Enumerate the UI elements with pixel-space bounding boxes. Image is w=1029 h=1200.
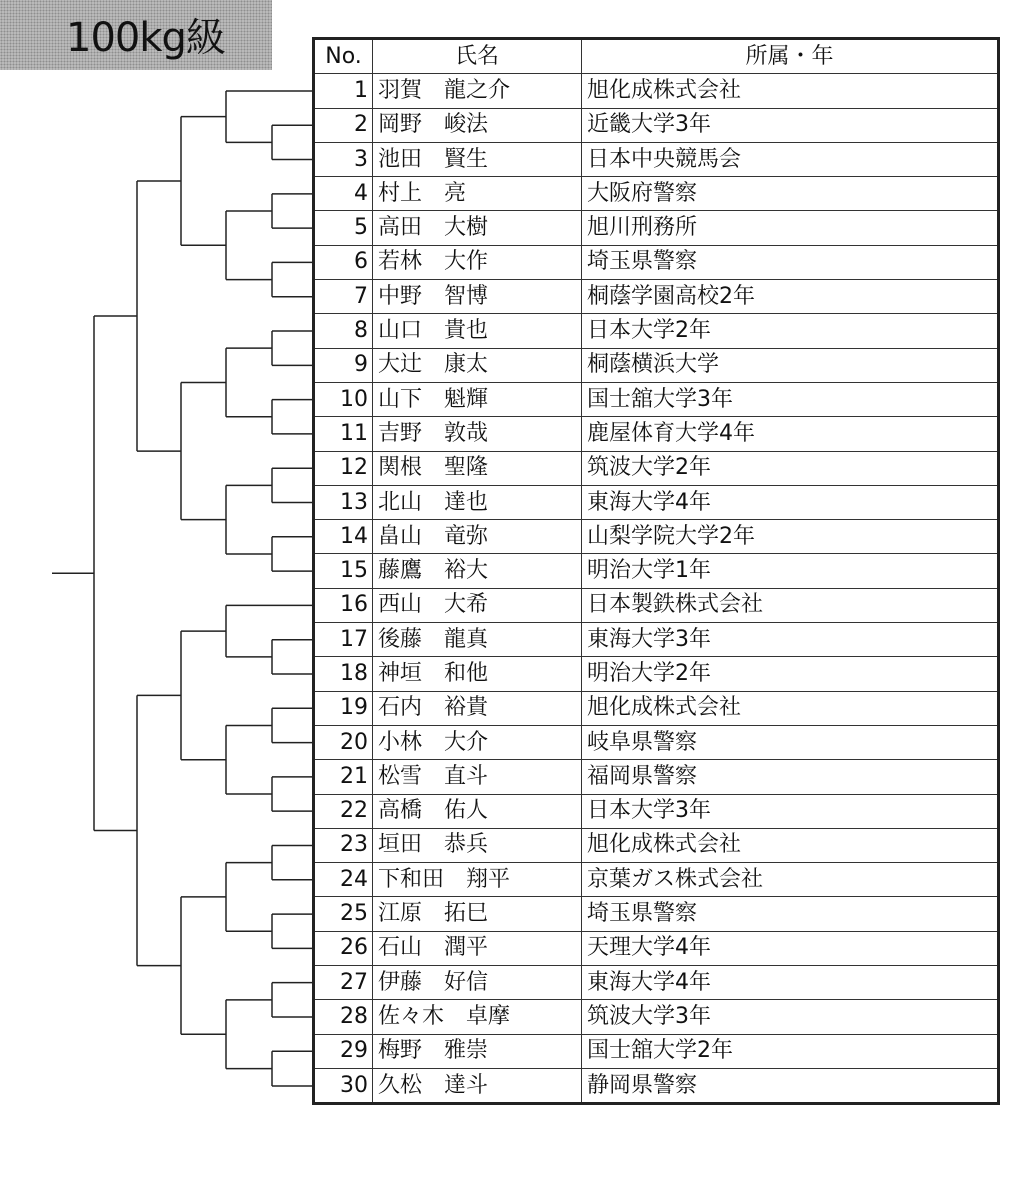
entry-number: 14	[314, 520, 373, 554]
entry-name: 垣田 恭兵	[373, 828, 582, 862]
entry-row	[314, 657, 999, 691]
entry-row	[314, 417, 999, 451]
entry-name: 小林 大介	[373, 725, 582, 759]
entry-name: 池田 賢生	[373, 142, 582, 176]
entry-affiliation: 旭化成株式会社	[582, 828, 999, 862]
entry-name: 中野 智博	[373, 280, 582, 314]
header-row	[314, 39, 999, 74]
entry-row	[314, 691, 999, 725]
entry-row	[314, 623, 999, 657]
entry-row	[314, 1068, 999, 1103]
entry-name: 西山 大希	[373, 588, 582, 622]
entry-name: 北山 達也	[373, 485, 582, 519]
entry-number: 29	[314, 1034, 373, 1068]
entry-name: 畠山 竜弥	[373, 520, 582, 554]
entry-row	[314, 245, 999, 279]
entry-name: 石山 潤平	[373, 931, 582, 965]
entry-affiliation: 桐蔭学園高校2年	[582, 280, 999, 314]
entry-row	[314, 966, 999, 1000]
entry-number: 30	[314, 1068, 373, 1103]
entry-number: 26	[314, 931, 373, 965]
entry-affiliation: 鹿屋体育大学4年	[582, 417, 999, 451]
entry-affiliation: 旭化成株式会社	[582, 691, 999, 725]
header-name: 氏名	[373, 39, 582, 74]
entry-number: 11	[314, 417, 373, 451]
entry-number: 24	[314, 863, 373, 897]
entry-affiliation: 埼玉県警察	[582, 245, 999, 279]
entry-name: 村上 亮	[373, 177, 582, 211]
entry-affiliation: 山梨学院大学2年	[582, 520, 999, 554]
entry-number: 1	[314, 74, 373, 108]
entry-row	[314, 897, 999, 931]
entry-name: 石内 裕貴	[373, 691, 582, 725]
entry-row	[314, 863, 999, 897]
entry-name: 佐々木 卓摩	[373, 1000, 582, 1034]
entry-affiliation: 日本大学2年	[582, 314, 999, 348]
entry-affiliation: 京葉ガス株式会社	[582, 863, 999, 897]
entry-row	[314, 520, 999, 554]
entry-row	[314, 142, 999, 176]
entry-affiliation: 日本製鉄株式会社	[582, 588, 999, 622]
entry-row	[314, 588, 999, 622]
entry-name: 後藤 龍真	[373, 623, 582, 657]
entry-number: 20	[314, 725, 373, 759]
entry-row	[314, 1000, 999, 1034]
entry-affiliation: 筑波大学3年	[582, 1000, 999, 1034]
entry-number: 25	[314, 897, 373, 931]
weight-class-title: 100kg級	[66, 15, 225, 61]
entry-row	[314, 554, 999, 588]
header-affiliation: 所属・年	[582, 39, 999, 74]
entry-affiliation: 旭化成株式会社	[582, 74, 999, 108]
entry-number: 3	[314, 142, 373, 176]
entry-number: 28	[314, 1000, 373, 1034]
entry-name: 神垣 和他	[373, 657, 582, 691]
entry-number: 13	[314, 485, 373, 519]
entry-affiliation: 岐阜県警察	[582, 725, 999, 759]
entry-number: 7	[314, 280, 373, 314]
entry-affiliation: 福岡県警察	[582, 760, 999, 794]
entry-number: 22	[314, 794, 373, 828]
entry-name: 高橋 佑人	[373, 794, 582, 828]
entry-affiliation: 大阪府警察	[582, 177, 999, 211]
header-no: No.	[314, 39, 373, 74]
entry-row	[314, 794, 999, 828]
entry-row	[314, 280, 999, 314]
entry-name: 岡野 峻法	[373, 108, 582, 142]
entry-affiliation: 埼玉県警察	[582, 897, 999, 931]
entry-name: 江原 拓巳	[373, 897, 582, 931]
entry-number: 18	[314, 657, 373, 691]
entry-name: 山口 貴也	[373, 314, 582, 348]
entry-number: 4	[314, 177, 373, 211]
entry-number: 12	[314, 451, 373, 485]
entry-number: 17	[314, 623, 373, 657]
entry-name: 関根 聖隆	[373, 451, 582, 485]
entry-affiliation: 国士舘大学2年	[582, 1034, 999, 1068]
entry-name: 若林 大作	[373, 245, 582, 279]
entry-row	[314, 725, 999, 759]
entry-name: 久松 達斗	[373, 1068, 582, 1103]
entry-affiliation: 明治大学1年	[582, 554, 999, 588]
entry-name: 伊藤 好信	[373, 966, 582, 1000]
entry-row	[314, 211, 999, 245]
entry-row	[314, 177, 999, 211]
entry-number: 23	[314, 828, 373, 862]
entry-affiliation: 天理大学4年	[582, 931, 999, 965]
entry-number: 10	[314, 382, 373, 416]
entry-row	[314, 828, 999, 862]
entry-row	[314, 348, 999, 382]
entry-affiliation: 近畿大学3年	[582, 108, 999, 142]
entry-number: 15	[314, 554, 373, 588]
entry-row	[314, 451, 999, 485]
entry-affiliation: 静岡県警察	[582, 1068, 999, 1103]
entry-affiliation: 国士舘大学3年	[582, 382, 999, 416]
entry-row	[314, 74, 999, 108]
entry-row	[314, 931, 999, 965]
entry-affiliation: 東海大学3年	[582, 623, 999, 657]
entry-name: 松雪 直斗	[373, 760, 582, 794]
entry-affiliation: 筑波大学2年	[582, 451, 999, 485]
entry-row	[314, 108, 999, 142]
entry-row	[314, 1034, 999, 1068]
entry-name: 吉野 敦哉	[373, 417, 582, 451]
entry-name: 羽賀 龍之介	[373, 74, 582, 108]
entry-affiliation: 東海大学4年	[582, 966, 999, 1000]
entry-number: 16	[314, 588, 373, 622]
entry-name: 梅野 雅崇	[373, 1034, 582, 1068]
entry-number: 6	[314, 245, 373, 279]
entries-table	[312, 37, 1000, 1105]
entry-name: 高田 大樹	[373, 211, 582, 245]
entry-number: 5	[314, 211, 373, 245]
entry-affiliation: 日本中央競馬会	[582, 142, 999, 176]
entry-name: 大辻 康太	[373, 348, 582, 382]
entry-number: 19	[314, 691, 373, 725]
entry-affiliation: 東海大学4年	[582, 485, 999, 519]
entry-number: 9	[314, 348, 373, 382]
entry-affiliation: 桐蔭横浜大学	[582, 348, 999, 382]
entry-name: 下和田 翔平	[373, 863, 582, 897]
entry-affiliation: 旭川刑務所	[582, 211, 999, 245]
entry-row	[314, 760, 999, 794]
entry-name: 山下 魁輝	[373, 382, 582, 416]
entry-row	[314, 382, 999, 416]
entry-row	[314, 485, 999, 519]
tournament-bracket	[0, 0, 312, 1200]
entry-number: 2	[314, 108, 373, 142]
entry-number: 27	[314, 966, 373, 1000]
entry-affiliation: 日本大学3年	[582, 794, 999, 828]
entry-name: 藤鷹 裕大	[373, 554, 582, 588]
entry-row	[314, 314, 999, 348]
entry-number: 8	[314, 314, 373, 348]
entry-number: 21	[314, 760, 373, 794]
entry-affiliation: 明治大学2年	[582, 657, 999, 691]
